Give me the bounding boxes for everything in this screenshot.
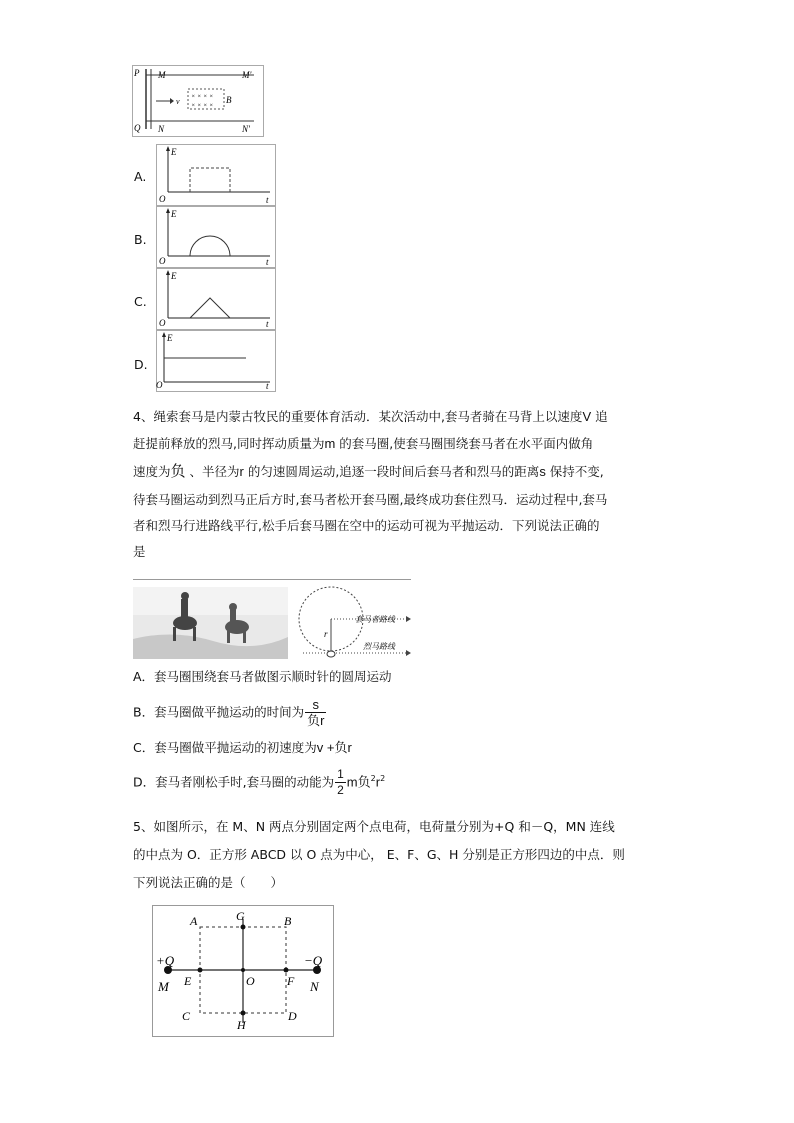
label-C: C <box>182 1009 191 1023</box>
q4-line-1: 4、绳索套马是内蒙古牧民的重要体育活动．某次活动中,套马者骑在马背上以速度V 追 <box>133 409 608 424</box>
label-N: N <box>310 979 319 994</box>
q4-option-b[interactable]: B．套马圈做平抛运动的时间为 $\frac{s}{\text{负r}}$ <box>133 697 325 728</box>
label-Q: Q <box>134 123 141 133</box>
option-d-graph <box>156 330 276 392</box>
label-N-prime: N' <box>242 124 250 134</box>
label-B: B <box>284 914 292 928</box>
axis-e-label: E <box>167 333 173 343</box>
option-d-letter[interactable]: D. <box>134 357 148 372</box>
axis-t-label: t <box>266 319 269 329</box>
q5-line-1: 5、如图所示，在 M、N 两点分别固定两个点电荷，电荷量分别为+Q 和－Q，MN 连线 <box>133 819 615 834</box>
option-c-graph <box>156 268 276 330</box>
q4-option-d[interactable]: D．套马者刚松手时,套马圈的动能为 $\frac{1}{2}$ m负$^2r^2$ <box>133 767 386 797</box>
option-b-graph <box>156 206 276 268</box>
label-M: M <box>158 979 169 994</box>
origin-label: O <box>156 380 163 390</box>
rider-path-label: 套马者路线 <box>355 615 395 624</box>
q5-line-3: 下列说法正确的是（ ） <box>133 875 284 890</box>
field-crosses-row1: × × × × <box>191 93 214 100</box>
charges-square-figure <box>152 905 334 1037</box>
label-G: G <box>236 909 245 923</box>
label-H: H <box>237 1018 246 1032</box>
q4-option-a[interactable]: A．套马圈围绕套马者做图示顺时针的圆周运动 <box>133 669 392 684</box>
axis-t-label: t <box>266 257 269 267</box>
label-E: E <box>184 974 192 988</box>
q4-line-2: 赶提前释放的烈马,同时挥动质量为m 的套马圈,使套马圈围绕套马者在水平面内做角 <box>133 436 594 451</box>
q4-option-c[interactable]: C．套马圈做平抛运动的初速度为v +负r <box>133 740 352 755</box>
label-N: N <box>158 124 165 134</box>
label-plus-q: +Q <box>156 953 175 968</box>
label-v: v <box>176 97 180 106</box>
label-F: F <box>287 974 295 988</box>
horse-path-label: 烈马路线 <box>363 642 395 651</box>
label-A: A <box>190 914 198 928</box>
q4-line-6: 是 <box>133 544 146 559</box>
field-crosses-row2: × × × × <box>191 102 214 109</box>
origin-label: O <box>159 256 166 266</box>
label-M-prime: M' <box>242 70 252 80</box>
lasso-figure <box>133 579 411 659</box>
q4-line-5: 者和烈马行进路线平行,松手后套马圈在空中的运动可视为平抛运动．下列说法正确的 <box>133 518 600 533</box>
label-minus-q: −Q <box>304 953 323 968</box>
axis-e-label: E <box>171 147 177 157</box>
label-B: B <box>226 95 232 105</box>
origin-label: O <box>159 318 166 328</box>
rails-field-figure <box>132 65 264 137</box>
axis-t-label: t <box>266 381 269 391</box>
axis-t-label: t <box>266 195 269 205</box>
q4-line-4: 待套马圈运动到烈马正后方时,套马者松开套马圈,最终成功套住烈马．运动过程中,套马 <box>133 492 608 507</box>
radius-label: r <box>324 629 328 639</box>
q4-line-3: 速度为负 、半径为r 的匀速圆周运动,追逐一段时间后套马者和烈马的距离s 保持不变, <box>133 463 604 480</box>
axis-e-label: E <box>171 271 177 281</box>
q5-line-2: 的中点为 O．正方形 ABCD 以 O 点为中心， E、F、G、H 分别是正方形四边的中点．则 <box>133 847 625 862</box>
label-D: D <box>288 1009 297 1023</box>
label-M: M <box>158 70 166 80</box>
option-b-letter[interactable]: B. <box>134 232 147 247</box>
label-O: O <box>246 974 255 988</box>
label-P: P <box>134 68 140 78</box>
axis-e-label: E <box>171 209 177 219</box>
option-a-letter[interactable]: A. <box>134 169 147 184</box>
option-c-letter[interactable]: C. <box>134 294 147 309</box>
origin-label: O <box>159 194 166 204</box>
option-a-graph <box>156 144 276 206</box>
